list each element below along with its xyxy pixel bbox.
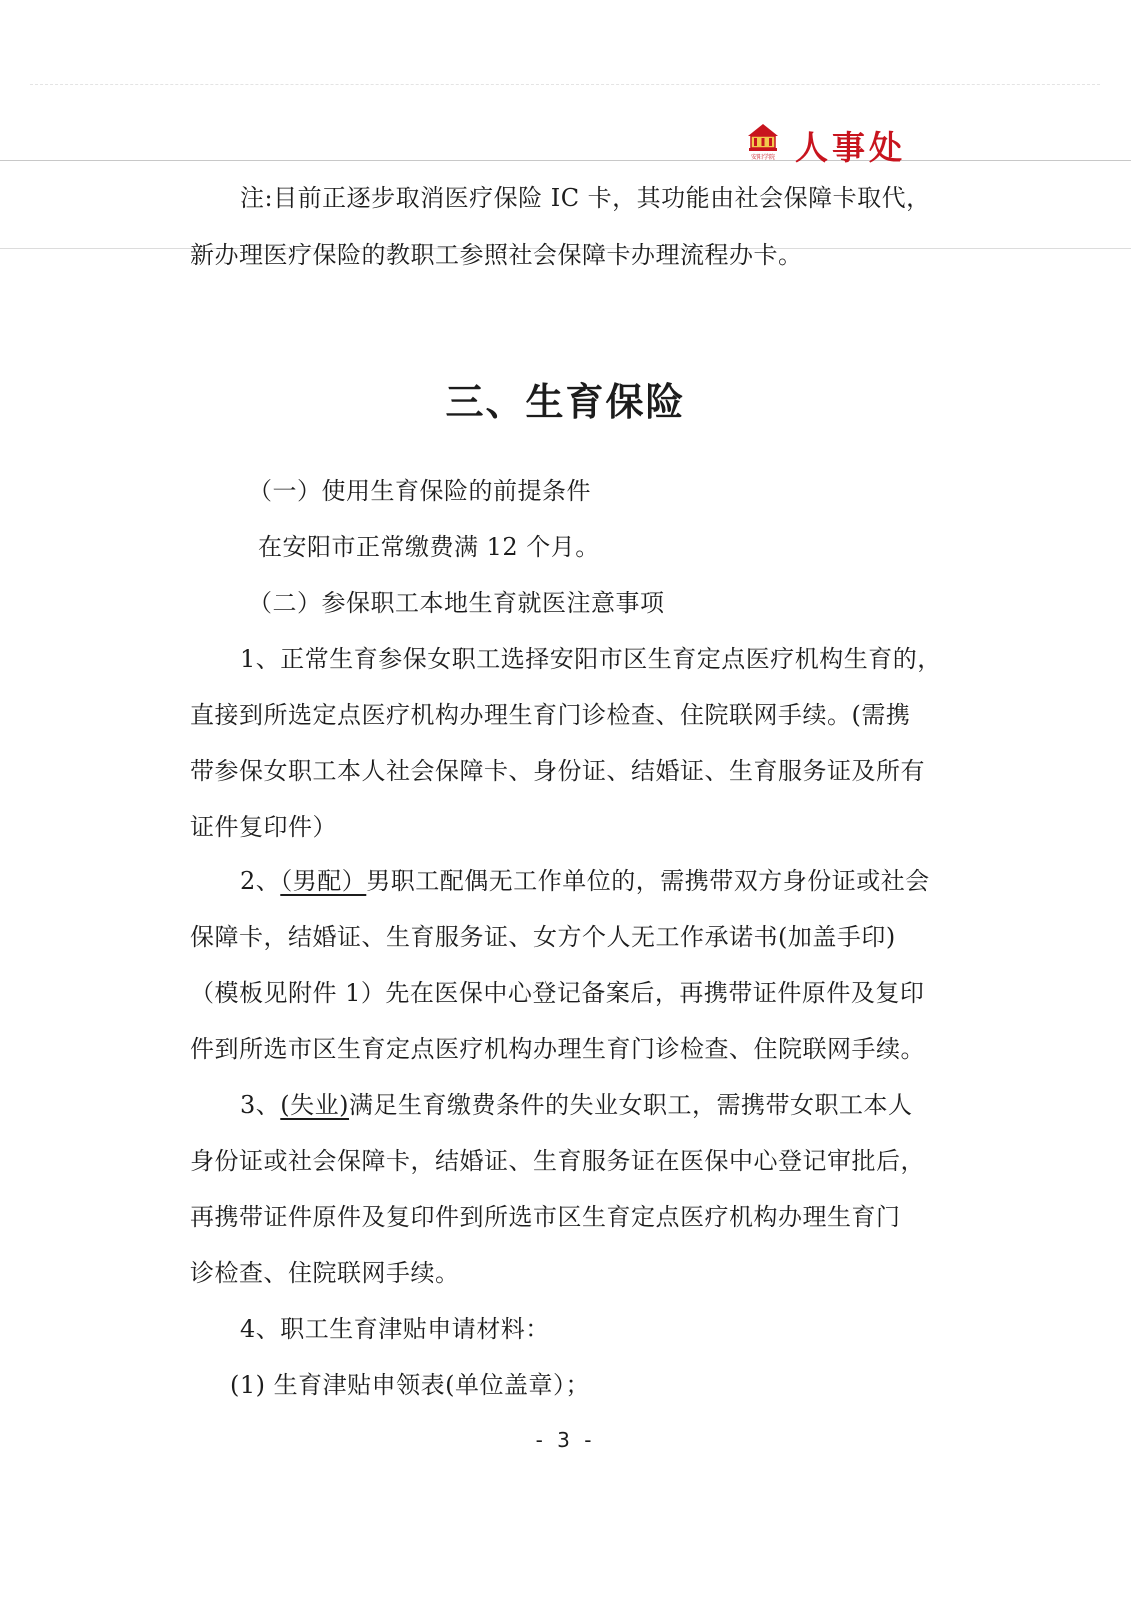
note-line-1: 注:目前正逐步取消医疗保险 IC 卡，其功能由社会保障卡取代， bbox=[240, 184, 931, 212]
item-4-heading: 4、职工生育津贴申请材料： bbox=[240, 1315, 550, 1343]
page-number: - 3 - bbox=[535, 1428, 596, 1452]
item-2-line-4: 件到所选市区生育定点医疗机构办理生育门诊检查、住院联网手续。 bbox=[190, 1035, 925, 1063]
item-3-line-1-text: 满足生育缴费条件的失业女职工，需携带女职工本人 bbox=[349, 1091, 913, 1119]
subsection-heading-1: （一）使用生育保险的前提条件 bbox=[248, 477, 591, 505]
item-2-line-1-text: 男职工配偶无工作单位的，需携带双方身份证或社会 bbox=[366, 867, 930, 895]
item-3-number: 3、 bbox=[240, 1091, 281, 1119]
item-2-line-2: 保障卡，结婚证、生育服务证、女方个人无工作承诺书(加盖手印) bbox=[190, 923, 896, 951]
header-rule bbox=[0, 160, 1131, 161]
item-2-line-1 bbox=[240, 866, 930, 896]
department-title: 人事处 bbox=[795, 128, 906, 167]
item-2-number: 2、 bbox=[240, 867, 281, 895]
section-title: 三、生育保险 bbox=[445, 380, 686, 424]
item-1-line-4: 证件复印件） bbox=[190, 813, 337, 841]
emblem-subtext: 安阳学院 bbox=[750, 154, 776, 160]
header-logo bbox=[740, 118, 930, 167]
item-2-line-3: （模板见附件 1）先在医保中心登记备案后，再携带证件原件及复印 bbox=[190, 979, 925, 1007]
subsection-text-1: 在安阳市正常缴费满 12 个月。 bbox=[258, 533, 600, 561]
item-1-line-2: 直接到所选定点医疗机构办理生育门诊检查、住院联网手续。(需携 bbox=[190, 701, 911, 729]
item-3-line-2: 身份证或社会保障卡，结婚证、生育服务证在医保中心登记审批后， bbox=[190, 1147, 925, 1175]
item-3-line-3: 再携带证件原件及复印件到所选市区生育定点医疗机构办理生育门 bbox=[190, 1203, 901, 1231]
subsection-heading-2: （二）参保职工本地生育就医注意事项 bbox=[248, 589, 665, 617]
item-4-sub-1: (1) 生育津贴申领表(单位盖章）； bbox=[230, 1371, 590, 1399]
item-3-tag: (失业) bbox=[280, 1091, 350, 1119]
university-emblem-icon bbox=[740, 118, 786, 160]
item-3-line-4: 诊检查、住院联网手续。 bbox=[190, 1259, 460, 1287]
item-3-line-1 bbox=[240, 1090, 913, 1120]
item-1-line-1: 1、正常生育参保女职工选择安阳市区生育定点医疗机构生育的， bbox=[240, 645, 942, 673]
scan-artifact-line bbox=[30, 84, 1100, 85]
item-2-tag: （男配） bbox=[280, 867, 367, 895]
note-line-2: 新办理医疗保险的教职工参照社会保障卡办理流程办卡。 bbox=[190, 241, 803, 269]
item-1-line-3: 带参保女职工本人社会保障卡、身份证、结婚证、生育服务证及所有 bbox=[190, 757, 925, 785]
